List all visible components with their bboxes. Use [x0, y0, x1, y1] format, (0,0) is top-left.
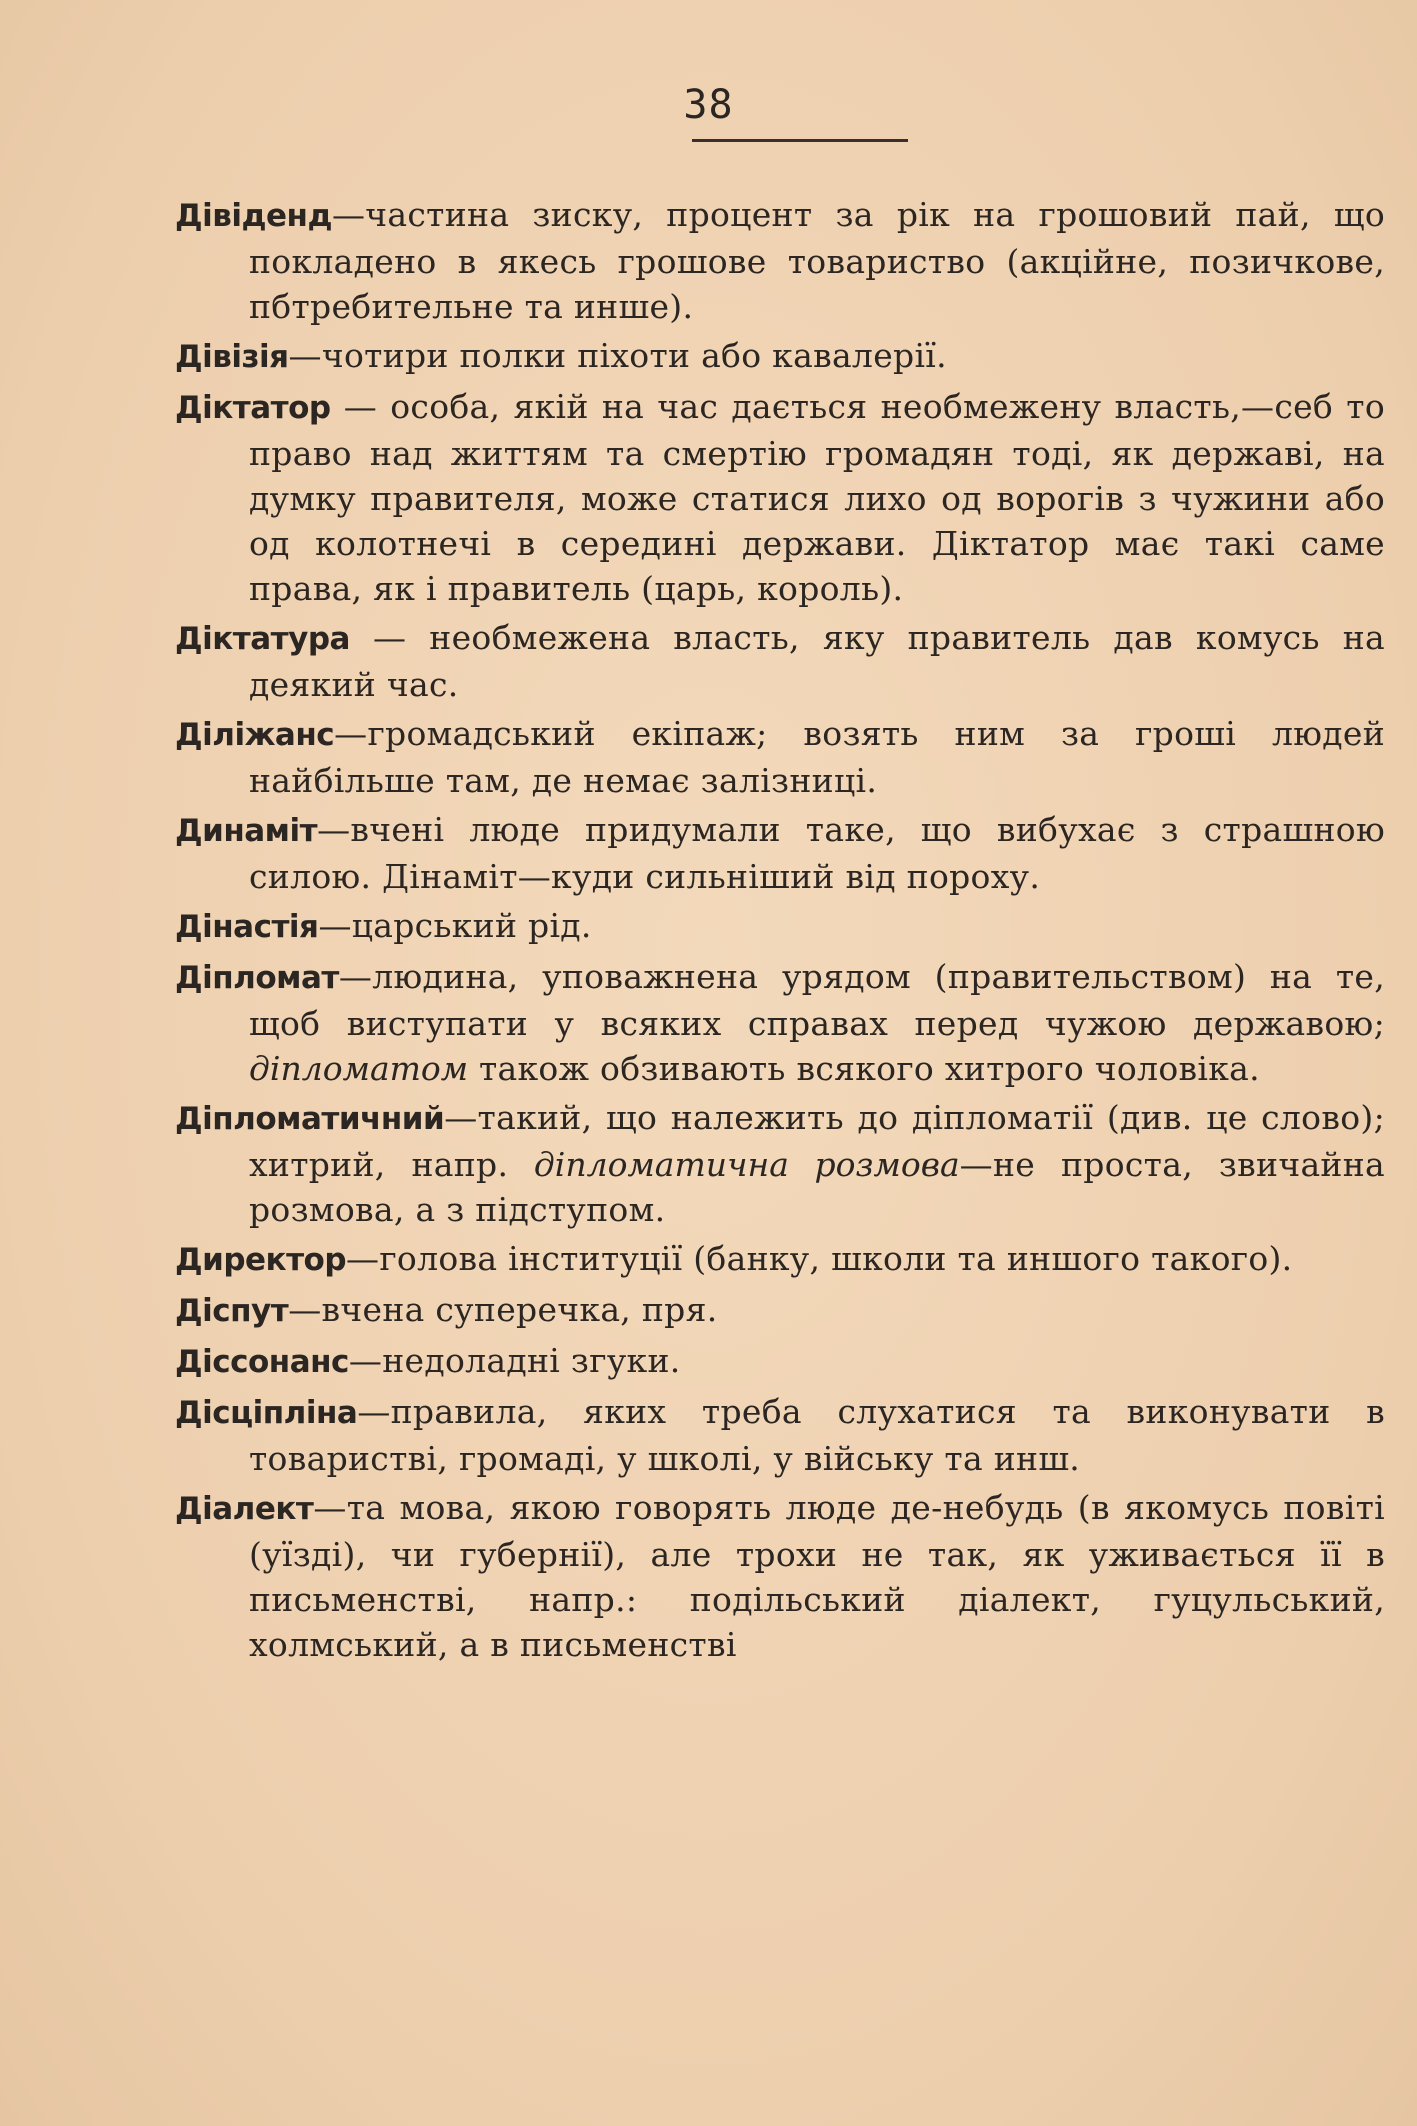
entry-definition: —такий, що належить до діпломатії (див. це слово); хитрий, напр.: [249, 1098, 1385, 1184]
entry-headword: Діпломатичний: [175, 1101, 445, 1137]
entry-headword: Дівіденд: [175, 198, 332, 234]
entry-headword: Дівізія: [175, 339, 289, 375]
entry-definition-continued: —не проста, звичайна розмова, а з підступом.: [249, 1145, 1385, 1229]
entry-headword: Директор: [175, 1242, 347, 1278]
entry-definition: —правила, яких треба слухатися та виконувати в товаристві, громаді, у школі, у війську та инш.: [249, 1392, 1385, 1478]
entry-definition: —голова інституції (банку, школи та иншого такого).: [346, 1239, 1293, 1278]
entry-definition: —вчені люде придумали таке, що вибухає з страшною силою. Дінаміт—куди сильніший від пороху.: [249, 810, 1385, 896]
entry-headword: Діпломат: [175, 960, 339, 996]
entry-definition: —та мова, якою говорять люде де-небудь (в якомусь повіті (уїзді), чи губернії), але трохи не так, як уживається її в письменстві, напр.: подільський діалект, гуцульський, холмський, а в письменстві: [249, 1488, 1385, 1664]
entry-definition: —вчена суперечка, пря.: [288, 1290, 718, 1329]
page-number-rule: [692, 139, 908, 142]
entry-headword: Діктатор: [175, 390, 331, 426]
entry-headword: Діліжанс: [175, 717, 335, 753]
dictionary-entry: [175, 615, 1385, 707]
entry-headword: Динаміт: [175, 813, 318, 849]
dictionary-entries: [175, 192, 1385, 1671]
entry-definition: —недоладні згуки.: [348, 1341, 681, 1380]
dictionary-entry: [175, 384, 1385, 611]
entry-definition: —громадський екіпаж; возять ним за гроші людей найбільше там, де немає залізниці.: [249, 714, 1385, 800]
dictionary-entry: [175, 711, 1385, 803]
entry-definition: — особа, якій на час дається необмежену власть,—себ то право над життям та смертію громадян тоді, як державі, на думку правителя, може статися лихо од ворогів з чужини або од колотнечі в середині держави. Діктатор має такі саме права, як і правитель (царь, король).: [249, 387, 1385, 608]
dictionary-entry: [175, 1236, 1385, 1283]
entry-headword: Діспут: [175, 1293, 289, 1329]
entry-definition: — необмежена власть, яку правитель дав комусь на деякий час.: [249, 618, 1385, 704]
entry-headword: Діалект: [175, 1491, 314, 1527]
entry-definition: —людина, уповажнена урядом (правительством) на те, щоб виступати у всяких справах перед чужою державою;: [249, 957, 1385, 1043]
dictionary-entry: [175, 1338, 1385, 1385]
entry-definition-continued: також обзивають всякого хитрого чоловіка.: [468, 1049, 1260, 1088]
entry-headword: Дісціпліна: [175, 1395, 358, 1431]
entry-definition: —чотири полки піхоти або кавалерії.: [288, 336, 947, 375]
entry-headword: Діссонанс: [175, 1344, 349, 1380]
entry-headword: Діктатура: [175, 621, 350, 657]
dictionary-entry: [175, 903, 1385, 950]
dictionary-entry: [175, 1287, 1385, 1334]
dictionary-entry: [175, 1095, 1385, 1232]
entry-italic-term: діпломатична розмова: [533, 1145, 960, 1184]
dictionary-entry: [175, 1389, 1385, 1481]
page-number: 38: [683, 82, 734, 128]
dictionary-entry: [175, 954, 1385, 1091]
entry-italic-term: діпломатом: [249, 1049, 469, 1088]
dictionary-entry: [175, 192, 1385, 329]
dictionary-entry: [175, 1485, 1385, 1667]
dictionary-entry: [175, 333, 1385, 380]
entry-definition: —царський рід.: [318, 906, 592, 945]
dictionary-entry: [175, 807, 1385, 899]
entry-headword: Дінастія: [175, 909, 319, 945]
entry-definition: —частина зиску, процент за рік на грошовий пай, що покладено в якесь грошове товариство (акційне, позичкове, пбтребительне та инше).: [249, 195, 1385, 326]
